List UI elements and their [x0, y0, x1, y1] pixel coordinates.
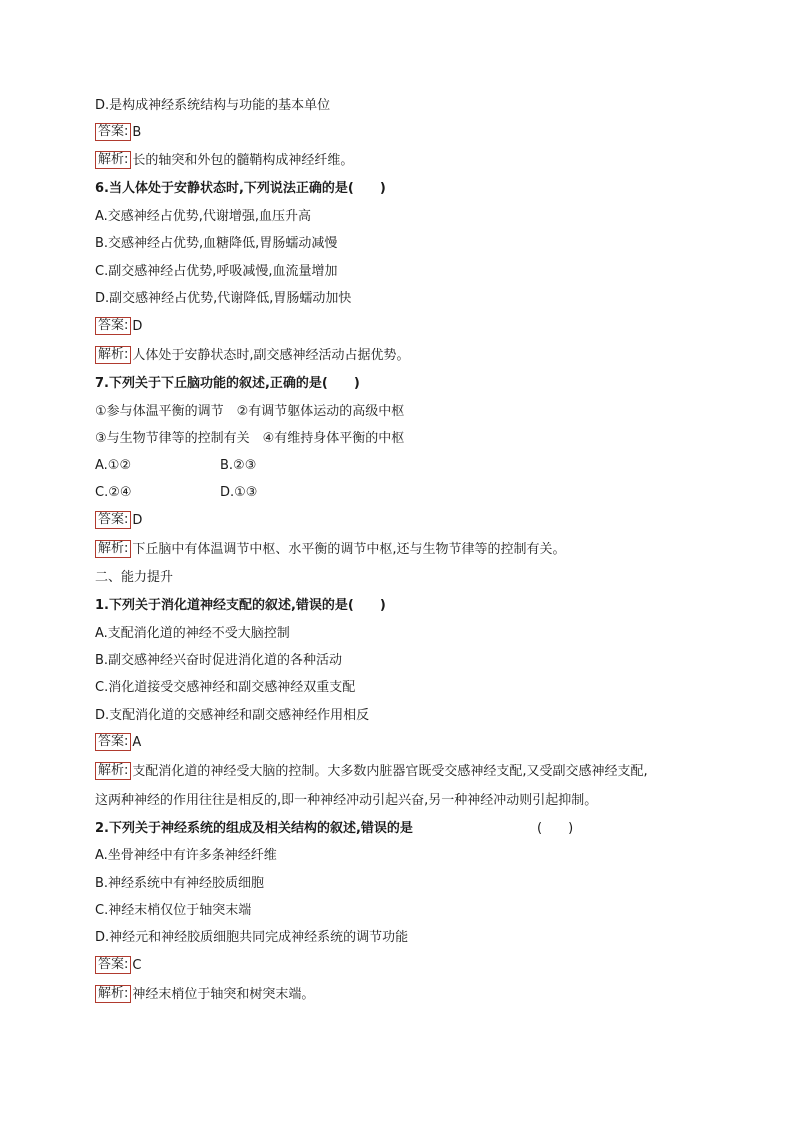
- q7-stem: 7.下列关于下丘脑功能的叙述,正确的是( ): [95, 376, 360, 391]
- analysis-label: 解析:: [95, 762, 131, 780]
- analysis-label: 解析:: [95, 346, 131, 364]
- answer-label: 答案:: [95, 733, 131, 751]
- s2q1-analysis-text1: 支配消化道的神经受大脑的控制。大多数内脏器官既受交感神经支配,又受副交感神经支配,: [132, 764, 648, 779]
- answer-label: 答案:: [95, 956, 131, 974]
- s2q2-option-a: A.坐骨神经中有许多条神经纤维: [95, 848, 277, 863]
- q6-analysis-line: [95, 346, 410, 366]
- q7-option-a: A.①②: [95, 458, 132, 473]
- analysis-label: 解析:: [95, 151, 131, 169]
- q6-option-c: C.副交感神经占优势,呼吸减慢,血流量增加: [95, 264, 338, 279]
- q6-option-d: D.副交感神经占优势,代谢降低,胃肠蠕动加快: [95, 291, 352, 306]
- q7-option-c: C.②④: [95, 485, 132, 500]
- s2q1-option-c: C.消化道接受交感神经和副交感神经双重支配: [95, 680, 356, 695]
- s2q2-analysis-line: [95, 985, 314, 1005]
- q5-analysis: 长的轴突和外包的髓鞘构成神经纤维。: [132, 153, 354, 168]
- q7-answer: D: [132, 513, 143, 528]
- s2q2-answer-line: [95, 956, 141, 976]
- q6-answer-line: [95, 317, 142, 337]
- s2q1-stem: 1.下列关于消化道神经支配的叙述,错误的是( ): [95, 598, 386, 613]
- q5-analysis-line: [95, 151, 353, 171]
- q7-option-d: D.①③: [220, 485, 258, 500]
- q7-analysis: 下丘脑中有体温调节中枢、水平衡的调节中枢,还与生物节律等的控制有关。: [132, 542, 566, 557]
- q5-answer: B: [132, 125, 142, 140]
- q6-analysis: 人体处于安静状态时,副交感神经活动占据优势。: [132, 348, 410, 363]
- q6-stem: 6.当人体处于安静状态时,下列说法正确的是( ): [95, 181, 386, 196]
- answer-label: 答案:: [95, 511, 131, 529]
- s2q2-answer: C: [132, 958, 142, 973]
- s2q2-option-b: B.神经系统中有神经胶质细胞: [95, 876, 265, 891]
- q6-option-b: B.交感神经占优势,血糖降低,胃肠蠕动减慢: [95, 236, 338, 251]
- answer-label: 答案:: [95, 123, 131, 141]
- s2q1-option-b: B.副交感神经兴奋时促进消化道的各种活动: [95, 653, 343, 668]
- answer-label: 答案:: [95, 317, 131, 335]
- q5-option-d: D.是构成神经系统结构与功能的基本单位: [95, 98, 331, 113]
- s2q1-answer-line: [95, 733, 141, 753]
- q7-analysis-line: [95, 540, 566, 560]
- analysis-label: 解析:: [95, 985, 131, 1003]
- s2q2-answer-blank: ( ): [537, 821, 574, 836]
- s2q1-analysis-line2: 这两种神经的作用往往是相反的,即一种神经冲动引起兴奋,另一种神经冲动则引起抑制。: [95, 793, 598, 808]
- s2q2-analysis: 神经末梢位于轴突和树突末端。: [132, 987, 315, 1002]
- q5-answer-line: [95, 123, 141, 143]
- q7-options-row2: [95, 483, 258, 503]
- s2q2-stem: 2.下列关于神经系统的组成及相关结构的叙述,错误的是: [95, 821, 413, 836]
- q7-items-line1: ①参与体温平衡的调节 ②有调节躯体运动的高级中枢: [95, 404, 405, 419]
- s2q2-option-c: C.神经末梢仅位于轴突末端: [95, 903, 252, 918]
- s2q1-analysis-line1: [95, 762, 648, 782]
- q7-items-line2: ③与生物节律等的控制有关 ④有维持身体平衡的中枢: [95, 431, 405, 446]
- analysis-label: 解析:: [95, 540, 131, 558]
- q7-option-b: B.②③: [220, 458, 257, 473]
- q7-answer-line: [95, 511, 142, 531]
- s2q1-option-d: D.支配消化道的交感神经和副交感神经作用相反: [95, 708, 370, 723]
- s2q1-option-a: A.支配消化道的神经不受大脑控制: [95, 626, 290, 641]
- q7-options-row1: [95, 456, 257, 476]
- s2q2-stem-line: [95, 819, 574, 839]
- section-title: 二、能力提升: [95, 570, 174, 585]
- q6-option-a: A.交感神经占优势,代谢增强,血压升高: [95, 209, 312, 224]
- s2q2-option-d: D.神经元和神经胶质细胞共同完成神经系统的调节功能: [95, 930, 409, 945]
- q6-answer: D: [132, 319, 143, 334]
- s2q1-answer: A: [132, 735, 142, 750]
